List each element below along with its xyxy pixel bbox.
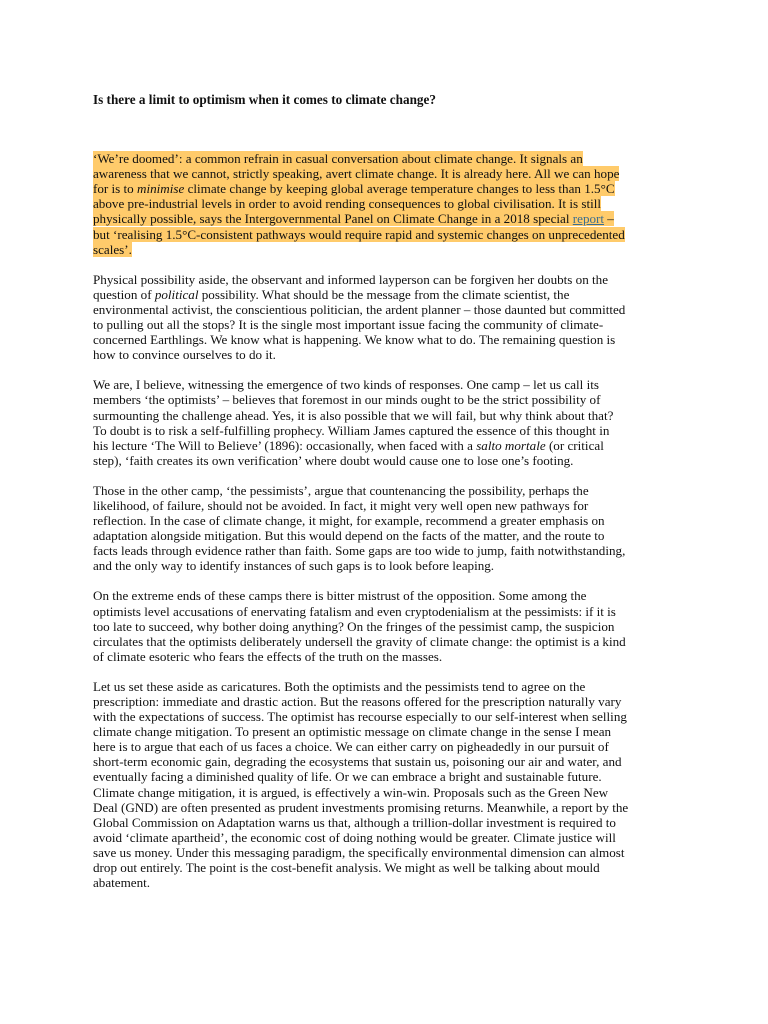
line-text [93, 498, 588, 513]
text-line [93, 242, 683, 257]
italic-text: political [154, 286, 199, 302]
line-text [93, 860, 600, 875]
highlight-span [93, 166, 619, 181]
line-text [93, 528, 604, 543]
text-run: prescription: immediate and drastic action. But the reasons offered for the prescription naturally vary [93, 694, 622, 709]
document-title: Is there a limit to optimism when it comes to climate change? [93, 92, 436, 107]
text-line [93, 769, 683, 784]
line-text [93, 875, 150, 890]
line-text [93, 634, 626, 649]
highlight-span [93, 211, 614, 226]
text-run: scales’. [93, 241, 132, 257]
italic-text: salto mortale [476, 437, 546, 453]
paragraph [93, 588, 683, 663]
text-line [93, 709, 683, 724]
text-run: members ‘the optimists’ – believes that foremost in our minds ought to be the strict possibility of [93, 392, 601, 408]
highlight-span [93, 196, 601, 211]
text-line [93, 377, 683, 392]
paragraph [93, 483, 683, 574]
text-run: step), ‘faith creates its own verification’ where doubt would cause one to lose one’s footing. [93, 452, 574, 468]
text-line [93, 453, 683, 468]
highlight-span [93, 151, 583, 166]
text-line [93, 875, 683, 890]
line-text [93, 694, 621, 709]
text-run: avoid ‘climate apartheid’, the economic cost of doing nothing would be greater. Climate justice will [93, 829, 616, 845]
text-run: Physical possibility aside, the observant and informed layperson can be forgiven her doubts on the [93, 271, 609, 287]
text-line [93, 287, 683, 302]
text-line [93, 181, 683, 196]
highlight-span [93, 227, 625, 242]
text-line [93, 588, 683, 603]
line-text [93, 724, 611, 739]
line-text [93, 709, 627, 724]
text-run: circulates that the optimists deliberately undersell the gravity of climate change: the optimist is a kind [93, 633, 626, 649]
text-line [93, 196, 683, 211]
text-run: short-term economic gain, degrading the ecosystems that sustain us, poisoning our air and water, and [93, 754, 622, 770]
line-text [93, 739, 609, 754]
text-run: ‘We’re doomed’: a common refrain in casual conversation about climate change. It signals an [93, 151, 583, 167]
text-line [93, 438, 683, 453]
text-run: abatement. [93, 875, 151, 891]
text-run: concerned Earthlings. We know what is happening. We know what to do. The remaining question is [93, 332, 616, 348]
line-text [93, 453, 573, 468]
line-text [93, 513, 605, 528]
text-line [93, 860, 683, 875]
line-text [93, 347, 276, 362]
text-line [93, 513, 683, 528]
text-run: above pre-industrial levels in order to avoid rending consequences to global civilisation. It is still [93, 196, 601, 212]
text-line [93, 543, 683, 558]
line-text [93, 287, 569, 302]
text-line [93, 302, 683, 317]
paragraph [93, 272, 683, 363]
text-line [93, 634, 683, 649]
text-line [93, 272, 683, 287]
line-text [93, 769, 602, 784]
text-line [93, 211, 683, 226]
text-line [93, 800, 683, 815]
text-run: Climate change mitigation, it is argued, is effectively a win-win. Proposals such as the Green New [93, 784, 609, 800]
line-text [93, 649, 442, 664]
text-run: facts leads through evidence rather than faith. Some gaps are too wide to jump, faith notwithstanding, [93, 543, 626, 559]
text-line [93, 785, 683, 800]
document-body [93, 92, 683, 905]
text-line [93, 649, 683, 664]
highlight-span [93, 181, 615, 196]
text-run: likelihood, of failure, should not be avoided. In fact, it might very well open new pathways for [93, 497, 589, 513]
text-run: and the only way to identify instances of such gaps is to look before leaping. [93, 558, 495, 574]
text-line [93, 694, 683, 709]
text-run: Deal (GND) are often presented as prudent investments promising returns. Meanwhile, a report by the [93, 799, 629, 815]
line-text [93, 272, 608, 287]
line-text [93, 830, 616, 845]
text-run: how to convince ourselves to do it. [93, 347, 276, 363]
text-run: environmental activist, the conscientious politician, the ardent planner – those daunted but committed [93, 301, 626, 317]
line-text [93, 815, 616, 830]
text-line [93, 151, 683, 166]
text-line [93, 498, 683, 513]
text-line [93, 604, 683, 619]
line-text [93, 438, 604, 453]
text-line [93, 754, 683, 769]
paragraph [93, 377, 683, 468]
text-line [93, 423, 683, 438]
line-text [93, 619, 614, 634]
paragraph [93, 679, 683, 890]
text-line [93, 332, 683, 347]
text-line [93, 408, 683, 423]
text-run: To doubt is to risk a self-fulfilling prophecy. William James captured the essence of this thought in [93, 422, 610, 438]
line-text [93, 785, 608, 800]
text-line [93, 845, 683, 860]
italic-text: minimise [137, 181, 185, 197]
text-run: for is to [93, 181, 138, 197]
text-run: too late to succeed, why bother doing anything? On the fringes of the pessimist camp, the suspicion [93, 618, 615, 634]
line-text [93, 754, 622, 769]
text-run: save us money. Under this messaging paradigm, the specifically environmental dimension can almost [93, 844, 625, 860]
text-run: eventually facing a diminished quality of life. Or we can embrace a bright and sustainable future. [93, 769, 602, 785]
text-run: drop out entirely. The point is the cost-benefit analysis. We might as well be talking about mould [93, 860, 600, 876]
line-text [93, 302, 625, 317]
highlighted-paragraph [93, 151, 683, 257]
text-line [93, 739, 683, 754]
text-run: reflection. In the case of climate change, it might, for example, recommend a greater emphasis on [93, 513, 605, 529]
text-run: Those in the other camp, ‘the pessimists’, argue that countenancing the possibility, perhaps the [93, 482, 589, 498]
text-line [93, 724, 683, 739]
text-run: but ‘realising 1.5°C-consistent pathways would require rapid and systemic changes on unprecedented [93, 226, 625, 242]
text-line [93, 166, 683, 181]
line-text [93, 423, 609, 438]
line-text [93, 588, 586, 603]
line-text [93, 408, 613, 423]
text-run: awareness that we cannot, strictly speaking, avert climate change. It is already here. All we can hope [93, 166, 620, 182]
text-run: (or critical [545, 437, 604, 453]
text-line [93, 483, 683, 498]
line-text [93, 543, 625, 558]
line-text [93, 392, 600, 407]
text-run: with the expectations of success. The optimist has recourse especially to our self-interest when selling [93, 709, 627, 725]
text-line [93, 679, 683, 694]
text-run: of climate esoteric who fears the effects of the truth on the masses. [93, 648, 443, 664]
text-run: surmounting the challenge ahead. Yes, it is also possible that we will fail, but why think about that? [93, 407, 614, 423]
text-run: climate change mitigation. To present an optimistic message on climate change in the sense I mean [93, 724, 612, 740]
text-run: to pulling out all the stops? It is the single most important issue facing the community of climate- [93, 317, 604, 333]
text-line [93, 619, 683, 634]
text-line [93, 317, 683, 332]
line-text [93, 377, 599, 392]
line-text [93, 483, 589, 498]
text-line [93, 347, 683, 362]
text-line [93, 528, 683, 543]
text-run: climate change by keeping global average temperature changes to less than 1.5°C [184, 181, 615, 197]
text-run: here is to argue that each of us faces a choice. We can either carry on pigheadedly in our pursuit of [93, 739, 609, 755]
text-run: his lecture ‘The Will to Believe’ (1896): occasionally, when faced with a [93, 437, 477, 453]
line-text [93, 317, 603, 332]
text-run: possibility. What should be the message from the climate scientist, the [198, 286, 570, 302]
line-text [93, 800, 628, 815]
line-text [93, 679, 585, 694]
paragraph-container [93, 151, 683, 890]
line-text [93, 332, 615, 347]
text-line [93, 815, 683, 830]
text-run: Let us set these aside as caricatures. Both the optimists and the pessimists tend to agree on the [93, 678, 586, 694]
text-run: – [604, 211, 614, 227]
text-line [93, 558, 683, 573]
line-text [93, 558, 494, 573]
text-run: adaptation alongside mitigation. But this would depend on the facts of the matter, and the route to [93, 528, 605, 544]
report-link[interactable]: report [572, 211, 605, 227]
line-text [93, 845, 625, 860]
text-run: optimists level accusations of enervating fatalism and even cryptodenialism at the pessimists: if it is [93, 603, 616, 619]
highlight-span [93, 242, 132, 257]
text-line [93, 830, 683, 845]
text-line [93, 392, 683, 407]
text-run: We are, I believe, witnessing the emergence of two kinds of responses. One camp – let us call its [93, 377, 599, 393]
text-run: On the extreme ends of these camps there is bitter mistrust of the opposition. Some among the [93, 588, 587, 604]
text-run: physically possible, says the Intergovernmental Panel on Climate Change in a 2018 special [93, 211, 573, 227]
text-run: Global Commission on Adaptation warns us that, although a trillion-dollar investment is required to [93, 814, 616, 830]
text-run: question of [93, 286, 155, 302]
line-text [93, 604, 616, 619]
text-line [93, 227, 683, 242]
